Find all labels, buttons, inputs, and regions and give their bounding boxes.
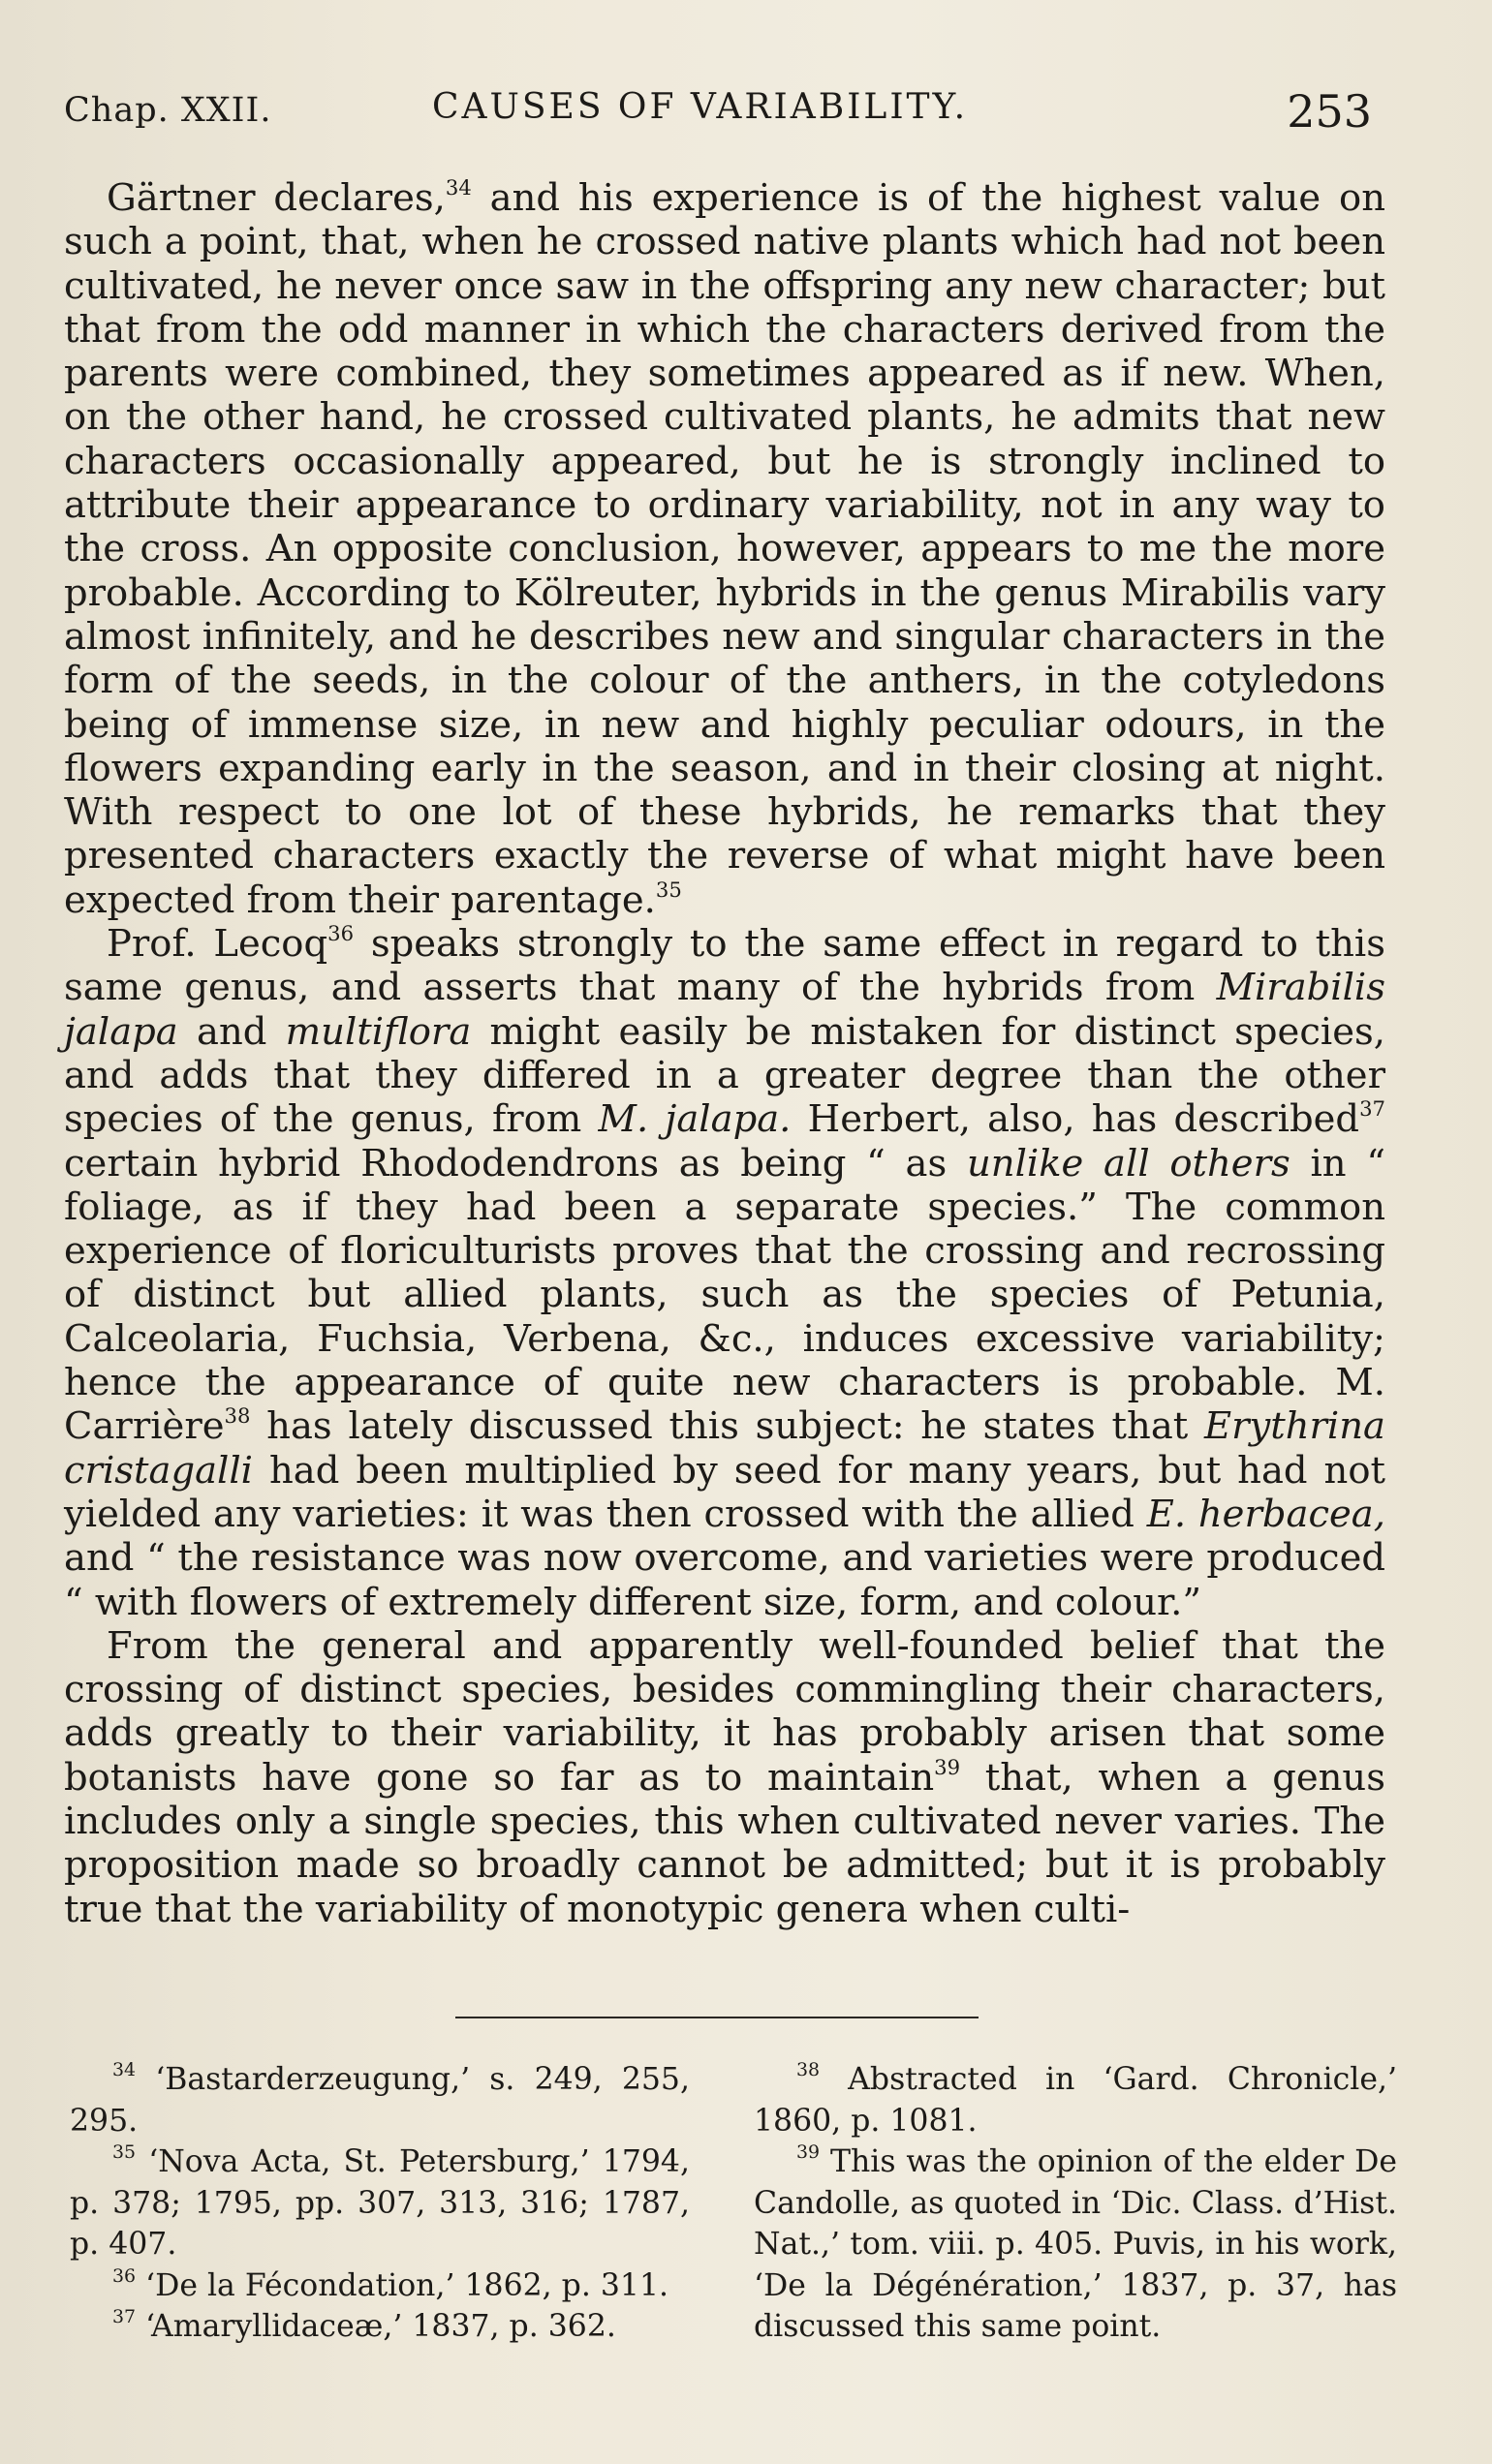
footnote-text: Abstracted in ‘Gard. Chronicle,’ 1860, p. 1081. xyxy=(754,2062,1397,2139)
footnotes-left-column xyxy=(70,2059,690,2348)
main-text xyxy=(64,176,1385,1931)
running-title: CAUSES OF VARIABILITY. xyxy=(432,87,969,127)
text-run: and xyxy=(177,1009,286,1054)
footnote-ref-38: 38 xyxy=(224,1403,251,1429)
page-number: 253 xyxy=(1287,85,1372,138)
footnote xyxy=(754,2059,1397,2141)
footnote xyxy=(70,2265,690,2307)
footnote-number: 34 xyxy=(112,2058,137,2080)
footnote-ref-35: 35 xyxy=(655,877,682,902)
chapter-label: Chap. XXII. xyxy=(64,91,272,130)
footnote-text: ‘Amaryllidaceæ,’ 1837, p. 362. xyxy=(136,2309,616,2344)
footnote-number: 35 xyxy=(112,2141,137,2163)
paragraph-3 xyxy=(64,1624,1385,1931)
footnote-ref-37: 37 xyxy=(1359,1096,1385,1122)
text-run: and his experience is of the highest value on such a point, that, when he crossed native plants which had not been cultivated, he never once saw in the offspring any new character; but that from the odd manner in which the characters derived from the parents were combined, they sometimes appeared as if new. When, on the other hand, he crossed cultivated plants, he admits that new characters occasionally appeared, but he is strongly inclined to attribute their appearance to ordinary variability, not in any way to the cross. An opposite conclusion, however, appears to me the more probable. According to Kölreuter, hybrids in the genus Mirabilis vary almost infinitely, and he describes new and singular characters in the form of the seeds, in the colour of the anthers, in the cotyledons being of immense size, in new and highly peculiar odours, in the flowers expanding early in the season, and in their closing at night. With respect to one lot of these hybrids, he remarks that they presented characters exactly the reverse of what might have been expected from their parentage. xyxy=(64,176,1385,922)
footnote-text: ‘Nova Acta, St. Petersburg,’ 1794, p. 378; 1795, pp. 307, 313, 316; 1787, p. 407. xyxy=(70,2144,690,2262)
italic-species-name: Mirabilis jalapa xyxy=(64,966,1385,1054)
footnote-number: 39 xyxy=(796,2141,821,2163)
text-run: From the general and apparently well-founded belief that the crossing of distinct species, besides commingling their characters, adds greatly to their variability, it has probably arisen that some botanists have gone so far as to maintain xyxy=(64,1623,1385,1800)
text-run: in “ foliage, as if they had been a separate species.” The common experience of floriculturists proves that the crossing and recrossing of distinct but allied plants, such as the species of Petunia, Calceolaria, Fuchsia, Verbena, &c., induces excessive variability; hence the appearance of quite new characters is probable. M. Carrière xyxy=(64,1141,1386,1449)
text-run: Gärtner declares, xyxy=(107,176,446,220)
footnote xyxy=(70,2059,690,2141)
text-run: has lately discussed this subject: he states that xyxy=(250,1404,1204,1449)
footnote xyxy=(70,2141,690,2265)
text-run: speaks strongly to the same effect in regard to this same genus, and asserts that many of the hybrids from xyxy=(64,922,1385,1010)
footnote-ref-36: 36 xyxy=(327,921,355,946)
text-run: that, when a genus includes only a single species, this when cultivated never varies. The proposition made so broadly cannot be admitted; but it is probably true that the variability of monotypic genera when culti- xyxy=(64,1755,1385,1931)
italic-species-name: E. herbacea, xyxy=(1146,1492,1385,1536)
text-run: Herbert, also, has described xyxy=(791,1097,1360,1142)
footnote-divider xyxy=(455,2017,979,2018)
footnote-number: 38 xyxy=(796,2058,821,2080)
footnote-text: ‘De la Fécondation,’ 1862, p. 311. xyxy=(136,2267,669,2303)
italic-species-name: Erythrina cristagalli xyxy=(64,1404,1385,1493)
footnote-text: ‘Bastarderzeugung,’ s. 249, 255, 295. xyxy=(70,2062,690,2139)
footnote-number: 36 xyxy=(112,2264,137,2287)
text-run: certain hybrid Rhododendrons as being “ as xyxy=(64,1141,967,1186)
text-run: had been multiplied by seed for many years, but had not yielded any varieties: it was then crossed with the allied xyxy=(64,1448,1385,1536)
footnote xyxy=(754,2141,1397,2348)
paragraph-2 xyxy=(64,922,1385,1624)
footnote-text: This was the opinion of the elder De Candolle, as quoted in ‘Dic. Class. d’Hist. Nat.,’ tom. viii. p. 405. Puvis, in his work, ‘De la Dégénération,’ 1837, p. 37, has discussed this same point. xyxy=(754,2144,1397,2344)
paragraph-1 xyxy=(64,176,1385,922)
footnote-number: 37 xyxy=(112,2305,137,2327)
text-run: Prof. Lecoq xyxy=(107,922,328,967)
footnote-ref-39: 39 xyxy=(934,1754,961,1779)
italic-species-name: M. jalapa. xyxy=(598,1097,792,1142)
text-run: and “ the resistance was now overcome, and varieties were produced “ with flowers of extremely different size, form, and colour.” xyxy=(64,1536,1385,1624)
running-header xyxy=(64,85,1372,153)
text-run: might easily be mistaken for distinct species, and adds that they differed in a greater degree than the other species of the genus, from xyxy=(64,1009,1385,1142)
footnote-ref-34: 34 xyxy=(445,175,472,200)
italic-quote: unlike all others xyxy=(967,1141,1290,1186)
footnote xyxy=(70,2306,690,2348)
italic-species-name: multiflora xyxy=(285,1009,472,1054)
footnotes-right-column xyxy=(754,2059,1397,2348)
